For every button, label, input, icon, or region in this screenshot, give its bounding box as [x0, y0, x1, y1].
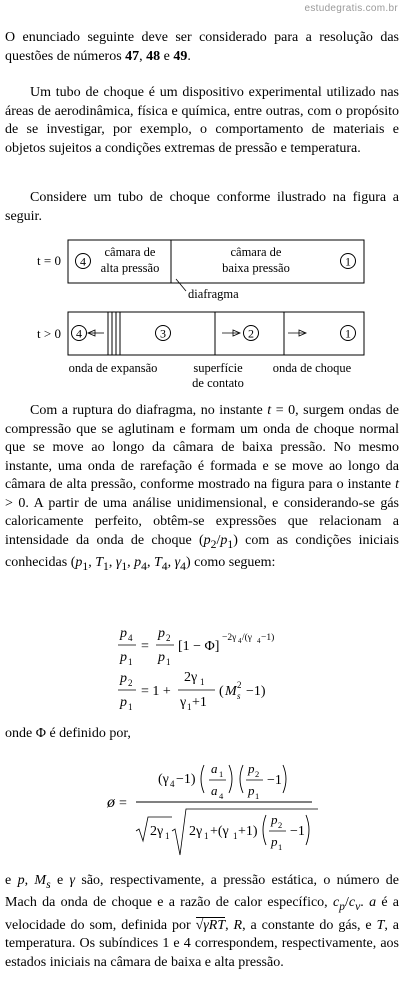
svg-text:−2γ: −2γ — [222, 633, 237, 643]
paragraph-definitions: e p, $M_s$ e γ são, respectivamente, a pressão estática, o número de Mach da onda de choque e a razão de calor específico, $c_p/c_v$. a é a velocidade do som, definida por √γRT, R, a constante do gás, e T, a temperatura. Os subíndices 1 e 4 correspondem, respectivamente, aos estados iniciais na câmara de baixa e alta pressão. — [5, 873, 400, 970]
low-pressure-label-2: baixa pressão — [222, 261, 290, 275]
svg-text:−1: −1 — [290, 824, 305, 839]
svg-text:2: 2 — [278, 820, 283, 830]
svg-text:+1: +1 — [192, 695, 207, 710]
watermark: estudegratis.com.br — [304, 3, 398, 14]
contact-surface-label-2: de contato — [192, 376, 244, 390]
svg-text:(: ( — [219, 684, 224, 699]
svg-text:1: 1 — [128, 702, 133, 712]
high-pressure-label-1: câmara de — [104, 245, 156, 259]
paragraph-consider: Considere um tubo de choque conforme ilustrado na figura a seguir. — [5, 190, 399, 224]
equation-pressure-ratios — [0, 615, 404, 715]
svg-text:2: 2 — [255, 769, 260, 779]
region-4-label-bottom: 4 — [76, 326, 82, 341]
svg-text:1: 1 — [128, 657, 133, 667]
svg-text:1: 1 — [187, 702, 192, 712]
svg-text:a: a — [211, 761, 218, 776]
svg-text:+(γ: +(γ — [210, 824, 229, 839]
svg-text:2γ: 2γ — [189, 824, 203, 839]
svg-text:1: 1 — [204, 831, 209, 841]
region-1-label-bottom: 1 — [345, 326, 351, 341]
svg-text:ø: ø — [107, 794, 115, 811]
t0-label: t = 0 — [37, 253, 61, 268]
paragraph-phi-defined: onde Φ é definido por, — [5, 726, 131, 741]
shock-tube-figure — [0, 232, 404, 392]
svg-text:4: 4 — [170, 779, 175, 789]
region-2-label: 2 — [248, 326, 254, 341]
svg-text:=: = — [119, 796, 127, 811]
svg-text:s: s — [237, 691, 241, 701]
svg-text:1: 1 — [200, 677, 205, 687]
svg-text:4: 4 — [257, 637, 261, 645]
svg-text:M: M — [225, 684, 237, 699]
svg-text:2γ: 2γ — [184, 670, 198, 685]
svg-text:1: 1 — [255, 791, 260, 801]
svg-text:(γ: (γ — [158, 772, 169, 787]
diaphragm-pointer — [176, 279, 186, 291]
svg-text:1: 1 — [278, 842, 283, 852]
paragraph-rupture: Com a ruptura do diafragma, no instante t = 0, surgem ondas de compressão que se aglutinam e formam um onda de choque normal que se move ao longo da câmara de baixa pressão. No mesmo instante, uma onda de rarefação é formada e se move ao longo da câmara de alta pressão, conforme mostrado na figura para o instante t > 0. A partir de uma análise unidimensional, e considerando-se gás caloricamente perfeito, obtêm-se expressões que relacionam a intensidade da onda de choque $(p_2/p_1)$ com as condições iniciais conhecidas ($p_1$, $T_1$, $\gamma_1$, $p_4$, $T_4$, $\gamma_4$) como seguem: — [5, 403, 399, 573]
svg-text:+1): +1) — [238, 824, 258, 839]
svg-text:1: 1 — [233, 831, 238, 841]
intro-paragraph: O enunciado seguinte deve ser considerado para a resolução das questões de números 47, 48 e 49. — [5, 30, 399, 64]
svg-text:p: p — [248, 783, 255, 798]
paragraph-shock-tube: Um tubo de choque é um dispositivo experimental utilizado nas áreas de aerodinâmica, física e química, entre outras, com o propósito de se investigar, por exemplo, o comportamento de materiais e objetos sujeitos a condições extremas de pressão e temperatura. — [5, 85, 399, 156]
svg-text:p: p — [158, 650, 165, 665]
svg-text:a: a — [211, 783, 218, 798]
svg-text:=: = — [141, 639, 149, 654]
shock-wave-label: onda de choque — [272, 361, 352, 375]
svg-text:4: 4 — [238, 637, 242, 645]
svg-text:4: 4 — [128, 633, 133, 643]
svg-text:[1 − Φ]: [1 − Φ] — [178, 639, 220, 654]
svg-text:2γ: 2γ — [150, 824, 164, 839]
svg-text:2: 2 — [128, 678, 133, 688]
svg-text:1: 1 — [166, 657, 171, 667]
t1-label: t > 0 — [37, 326, 61, 341]
svg-text:−1): −1) — [176, 772, 196, 787]
svg-text:2: 2 — [237, 680, 242, 690]
region-1-label-top: 1 — [345, 254, 351, 269]
svg-text:p: p — [271, 812, 278, 827]
diaphragm-label: diafragma — [188, 287, 239, 301]
svg-text:p: p — [120, 626, 127, 641]
svg-text:−1: −1 — [267, 773, 282, 788]
svg-text:p: p — [120, 650, 127, 665]
contact-surface-label-1: superfície — [193, 361, 243, 375]
expansion-wave-label: onda de expansão — [68, 361, 158, 375]
svg-text:p: p — [120, 695, 127, 710]
region-4-label-top: 4 — [80, 254, 86, 269]
svg-text:p: p — [271, 834, 278, 849]
region-3-label: 3 — [160, 326, 166, 341]
svg-text:−1): −1) — [246, 684, 266, 699]
high-pressure-label-2: alta pressão — [100, 261, 160, 275]
svg-text:p: p — [120, 671, 127, 686]
svg-text:1: 1 — [165, 831, 170, 841]
equation-phi — [0, 755, 404, 865]
low-pressure-label-1: câmara de — [230, 245, 282, 259]
svg-text:−1): −1) — [261, 633, 275, 643]
svg-text:γ: γ — [180, 695, 187, 710]
svg-text:2: 2 — [166, 633, 171, 643]
svg-text:p: p — [158, 626, 165, 641]
svg-text:4: 4 — [219, 791, 224, 801]
svg-text:p: p — [248, 761, 255, 776]
svg-text:1: 1 — [219, 769, 224, 779]
svg-text:/(γ: /(γ — [242, 633, 253, 643]
svg-text:= 1 +: = 1 + — [141, 684, 171, 699]
